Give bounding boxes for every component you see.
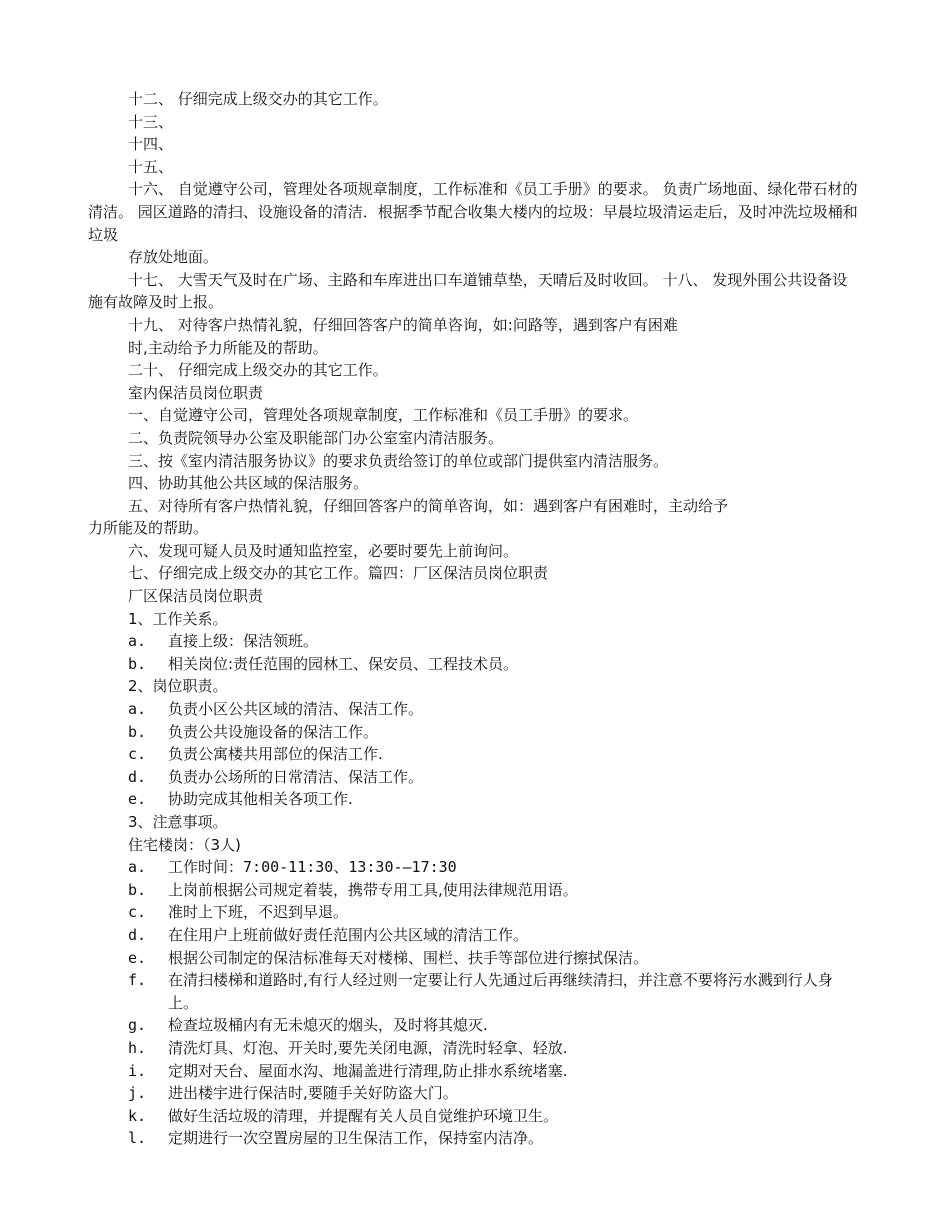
list-marker: e.: [128, 948, 147, 967]
document-body: [88, 88, 860, 1150]
section-title-indoor: 室内保洁员岗位职责: [128, 383, 264, 402]
list-marker: b.: [128, 654, 147, 673]
list-item: [88, 698, 860, 721]
list-text: 负责办公场所的日常清洁、保洁工作。: [168, 767, 424, 786]
paragraph-15: 十五、: [128, 157, 174, 176]
list-marker: h.: [128, 1038, 147, 1057]
list-item: [88, 1105, 860, 1128]
list-marker: e.: [128, 790, 147, 809]
work-time-value: 7:00-11:30、13:30-—17:30: [243, 858, 457, 877]
list-marker: j.: [128, 1084, 147, 1103]
resident-post-heading: 住宅楼岗：（3人): [128, 835, 241, 854]
list-item: [88, 743, 860, 766]
paragraph-20: 二十、 仔细完成上级交办的其它工作。: [128, 361, 388, 380]
duties-list: [88, 698, 860, 811]
paragraph-19: 十九、 对待客户热情礼貌，仔细回答客户的简单咨询，如:问路等，遇到客户有困难: [128, 315, 678, 334]
indoor-duty-3: 三、按《室内清洁服务协议》的要求负责给签订的单位或部门提供室内清洁服务。: [128, 451, 669, 470]
list-item: [88, 901, 860, 924]
paragraph-19-cont: 时,主动给予力所能及的帮助。: [128, 338, 328, 357]
section-title-factory: 厂区保洁员岗位职责: [128, 587, 264, 606]
list-marker: d.: [128, 925, 147, 944]
list-item: [88, 766, 860, 789]
paragraph-13: 十三、: [128, 112, 174, 131]
list-text: 准时上下班，不迟到早退。: [168, 903, 349, 922]
indoor-duty-5: 五、对待所有客户热情礼貌，仔细回答客户的简单咨询，如：遇到客户有困难时，主动给予: [128, 496, 729, 515]
list-marker: b.: [128, 880, 147, 899]
list-item: [88, 630, 860, 653]
paragraph-16-cont: 存放处地面。: [128, 248, 219, 267]
list-text: 直接上级：保洁领班。: [168, 632, 319, 651]
list-marker: a.: [128, 632, 147, 651]
list-marker: d.: [128, 767, 147, 786]
list-item: [88, 1127, 860, 1150]
indoor-duty-2: 二、负责院领导办公室及职能部门办公室室内清洁服务。: [128, 428, 504, 447]
list-item: [88, 924, 860, 947]
notes-list: [88, 856, 860, 1150]
list-text: 相关岗位:责任范围的园林工、保安员、工程技术员。: [168, 654, 519, 673]
paragraph-14: 十四、: [128, 135, 174, 154]
indoor-duty-4: 四、协助其他公共区域的保洁服务。: [128, 474, 369, 493]
list-item: [88, 1037, 860, 1060]
list-item: [88, 1060, 860, 1083]
list-text: 在清扫楼梯和道路时,有行人经过则一定要让行人先通过后再继续清扫，并注意不要将污水溅到行人身上。: [168, 971, 833, 1012]
subsection-duties: 2、岗位职责。: [128, 677, 228, 696]
list-item: [88, 788, 860, 811]
list-marker: a.: [128, 858, 147, 877]
list-text: 负责小区公共区域的清洁、保洁工作。: [168, 700, 424, 719]
list-marker: a.: [128, 700, 147, 719]
paragraph-17: 十七、 大雪天气及时在广场、主路和车库进出口车道铺草垫，天晴后及时收回。 十八、 发现外围公共设备设施有故障及时上报。: [88, 270, 848, 312]
work-time: [168, 856, 860, 879]
paragraph-16: 十六、 自觉遵守公司，管理处各项规章制度，工作标准和《员工手册》的要求。 负责广场地面、绿化带石材的清洁。 园区道路的清扫、设施设备的清洁．根据季节配合收集大楼内的垃圾：早晨垃圾清运走后，及时冲洗垃圾桶和垃圾: [88, 180, 858, 244]
list-marker: k.: [128, 1106, 147, 1125]
subsection-notes: 3、注意事项。: [128, 813, 228, 831]
list-marker: c.: [128, 903, 147, 922]
list-marker: l.: [128, 1129, 147, 1148]
list-text: 进出楼宇进行保洁时,要随手关好防盗大门。: [168, 1084, 458, 1103]
indoor-duty-1: 一、自觉遵守公司，管理处各项规章制度，工作标准和《员工手册》的要求。: [128, 406, 639, 425]
list-text: 根据公司制定的保洁标准每天对楼梯、围栏、扶手等部位进行擦拭保洁。: [168, 948, 649, 967]
list-marker: f.: [128, 971, 147, 990]
indoor-duty-5-cont: 力所能及的帮助。: [88, 519, 209, 538]
list-marker: b.: [128, 722, 147, 741]
list-item: [88, 653, 860, 676]
list-text: 清洗灯具、灯泡、开关时,要先关闭电源，清洗时轻拿、轻放.: [168, 1038, 568, 1057]
list-text: 上岗前根据公司规定着装，携带专用工具,使用法律规范用语。: [168, 880, 578, 899]
list-item: [88, 1014, 860, 1037]
list-text: 定期进行一次空置房屋的卫生保洁工作，保持室内洁净。: [168, 1129, 544, 1148]
list-item: [88, 879, 860, 902]
list-text: 在住用户上班前做好责任范围内公共区域的清洁工作。: [168, 925, 529, 944]
indoor-duty-6: 六、发现可疑人员及时通知监控室，必要时要先上前询问。: [128, 541, 519, 560]
indoor-duty-7: 七、仔细完成上级交办的其它工作。篇四：厂区保洁员岗位职责: [128, 564, 549, 583]
list-item: [88, 721, 860, 744]
list-text: 做好生活垃圾的清理，并提醒有关人员自觉维护环境卫生。: [168, 1106, 559, 1125]
list-item: [88, 1082, 860, 1105]
list-text: 定期对天台、屋面水沟、地漏盖进行清理,防止排水系统堵塞.: [168, 1061, 568, 1080]
list-marker: g.: [128, 1016, 147, 1035]
list-text: 负责公寓楼共用部位的保洁工作.: [168, 745, 383, 764]
list-item: [88, 947, 860, 970]
list-text: 检查垃圾桶内有无未熄灭的烟头，及时将其熄灭.: [168, 1016, 488, 1035]
list-item: [88, 969, 860, 1014]
work-time-label: 工作时间：: [168, 858, 244, 877]
list-item: [88, 856, 860, 879]
subsection-relations: 1、工作关系。: [128, 609, 228, 628]
list-marker: c.: [128, 745, 147, 764]
relations-list: [88, 630, 860, 675]
list-marker: i.: [128, 1061, 147, 1080]
paragraph-12: 十二、 仔细完成上级交办的其它工作。: [128, 90, 388, 108]
list-text: 负责公共设施设备的保洁工作。: [168, 722, 379, 741]
list-text: 协助完成其他相关各项工作.: [168, 790, 353, 809]
